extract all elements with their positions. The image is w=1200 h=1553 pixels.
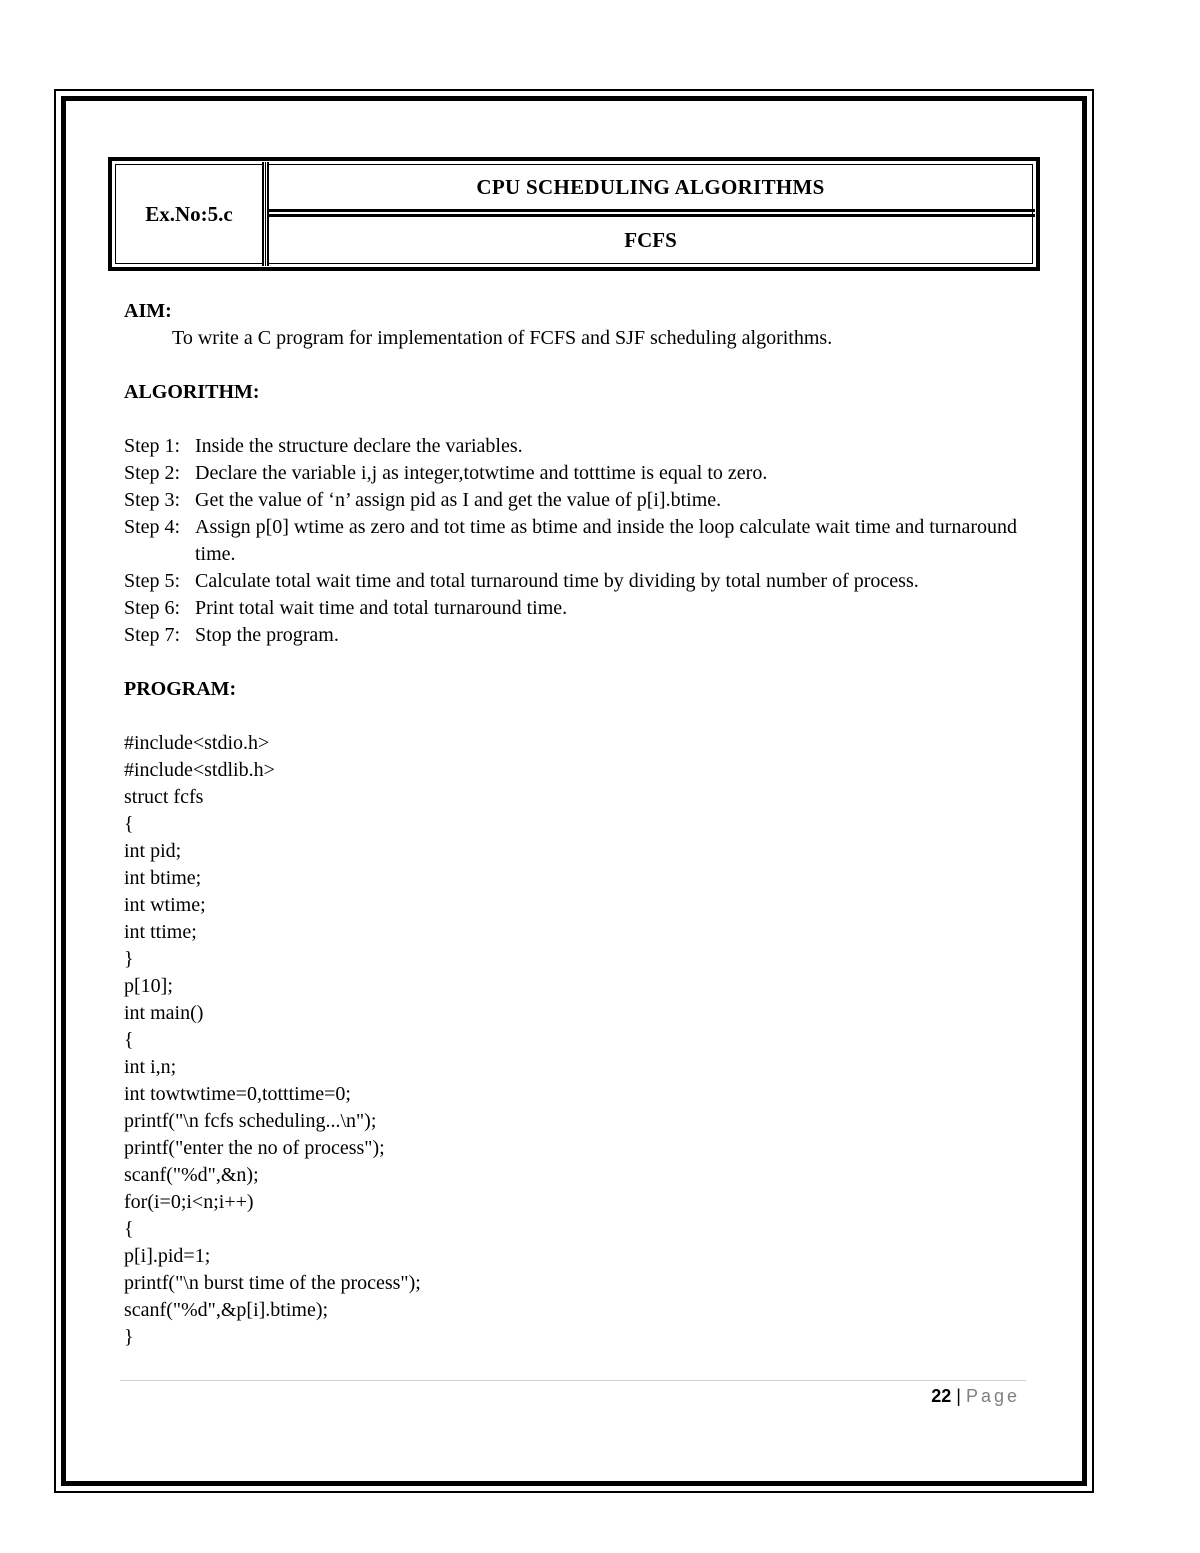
algorithm-step (124, 433, 1024, 460)
code-line: printf("\n burst time of the process"); (124, 1272, 421, 1294)
title-table (108, 157, 1040, 271)
code-line: int towtwtime=0,totttime=0; (124, 1083, 351, 1105)
step-text: Calculate total wait time and total turnaround time by dividing by total number of process. (195, 570, 919, 592)
step-text: Get the value of ‘n’ assign pid as I and get the value of p[i].btime. (195, 489, 722, 511)
algorithm-step (124, 568, 1024, 595)
algorithm-step (124, 460, 1024, 487)
algorithm-step (124, 622, 1024, 649)
page-number: 22 (931, 1386, 952, 1406)
code-line: { (124, 813, 134, 835)
footer-separator: | (951, 1386, 966, 1406)
spacer (124, 703, 1024, 730)
step-label: Step 2: (124, 462, 181, 484)
step-label: Step 5: (124, 570, 181, 592)
page-number-footer (900, 1386, 1020, 1407)
title-table-inner (115, 164, 1033, 264)
code-line: { (124, 1029, 134, 1051)
footer-rule (120, 1380, 1026, 1381)
aim-heading: AIM: (124, 300, 172, 322)
code-line: { (124, 1218, 134, 1240)
code-line: scanf("%d",&p[i].btime); (124, 1299, 329, 1321)
algorithm-step (124, 514, 1024, 568)
code-line: int pid; (124, 840, 182, 862)
code-line: scanf("%d",&n); (124, 1164, 259, 1186)
algorithm-step (124, 595, 1024, 622)
step-text: Stop the program. (195, 624, 339, 646)
step-label: Step 6: (124, 597, 181, 619)
title-table-horizontal-divider (269, 209, 1035, 217)
code-line: int main() (124, 1002, 204, 1024)
code-line: int btime; (124, 867, 202, 889)
code-line: } (124, 948, 134, 970)
title-table-vertical-divider (262, 162, 269, 266)
spacer (124, 352, 1024, 379)
step-text: Assign p[0] wtime as zero and tot time as btime and inside the loop calculate wait time and turnaround time. (195, 516, 1018, 565)
spacer (124, 406, 1024, 433)
code-line: p[10]; (124, 975, 173, 997)
exercise-number: Ex.No:5.c (145, 201, 233, 226)
code-line: #include<stdio.h> (124, 732, 270, 754)
code-line: #include<stdlib.h> (124, 759, 275, 781)
code-line: } (124, 1326, 134, 1348)
program-heading: PROGRAM: (124, 678, 237, 700)
code-line: p[i].pid=1; (124, 1245, 211, 1267)
step-text: Inside the structure declare the variables. (195, 435, 523, 457)
code-line: int wtime; (124, 894, 206, 916)
code-line: printf("enter the no of process"); (124, 1137, 385, 1159)
code-line: int i,n; (124, 1056, 177, 1078)
algorithm-step (124, 487, 1024, 514)
code-line: struct fcfs (124, 786, 204, 808)
step-label: Step 4: (124, 516, 181, 538)
algorithm-heading: ALGORITHM: (124, 381, 260, 403)
step-text: Print total wait time and total turnaround time. (195, 597, 568, 619)
spacer (124, 649, 1024, 676)
step-label: Step 1: (124, 435, 181, 457)
document-subtitle: FCFS (624, 227, 677, 252)
step-label: Step 3: (124, 489, 181, 511)
program-code (124, 730, 1024, 1351)
step-label: Step 7: (124, 624, 181, 646)
document-title: CPU SCHEDULING ALGORITHMS (476, 174, 825, 199)
step-text: Declare the variable i,j as integer,totwtime and totttime is equal to zero. (195, 462, 768, 484)
aim-text: To write a C program for implementation of FCFS and SJF scheduling algorithms. (172, 327, 833, 349)
code-line: printf("\n fcfs scheduling...\n"); (124, 1110, 377, 1132)
code-line: for(i=0;i<n;i++) (124, 1191, 254, 1213)
code-line: int ttime; (124, 921, 197, 943)
document-body (124, 298, 1024, 1351)
page-label: Page (965, 1386, 1020, 1406)
algorithm-steps (124, 433, 1024, 649)
